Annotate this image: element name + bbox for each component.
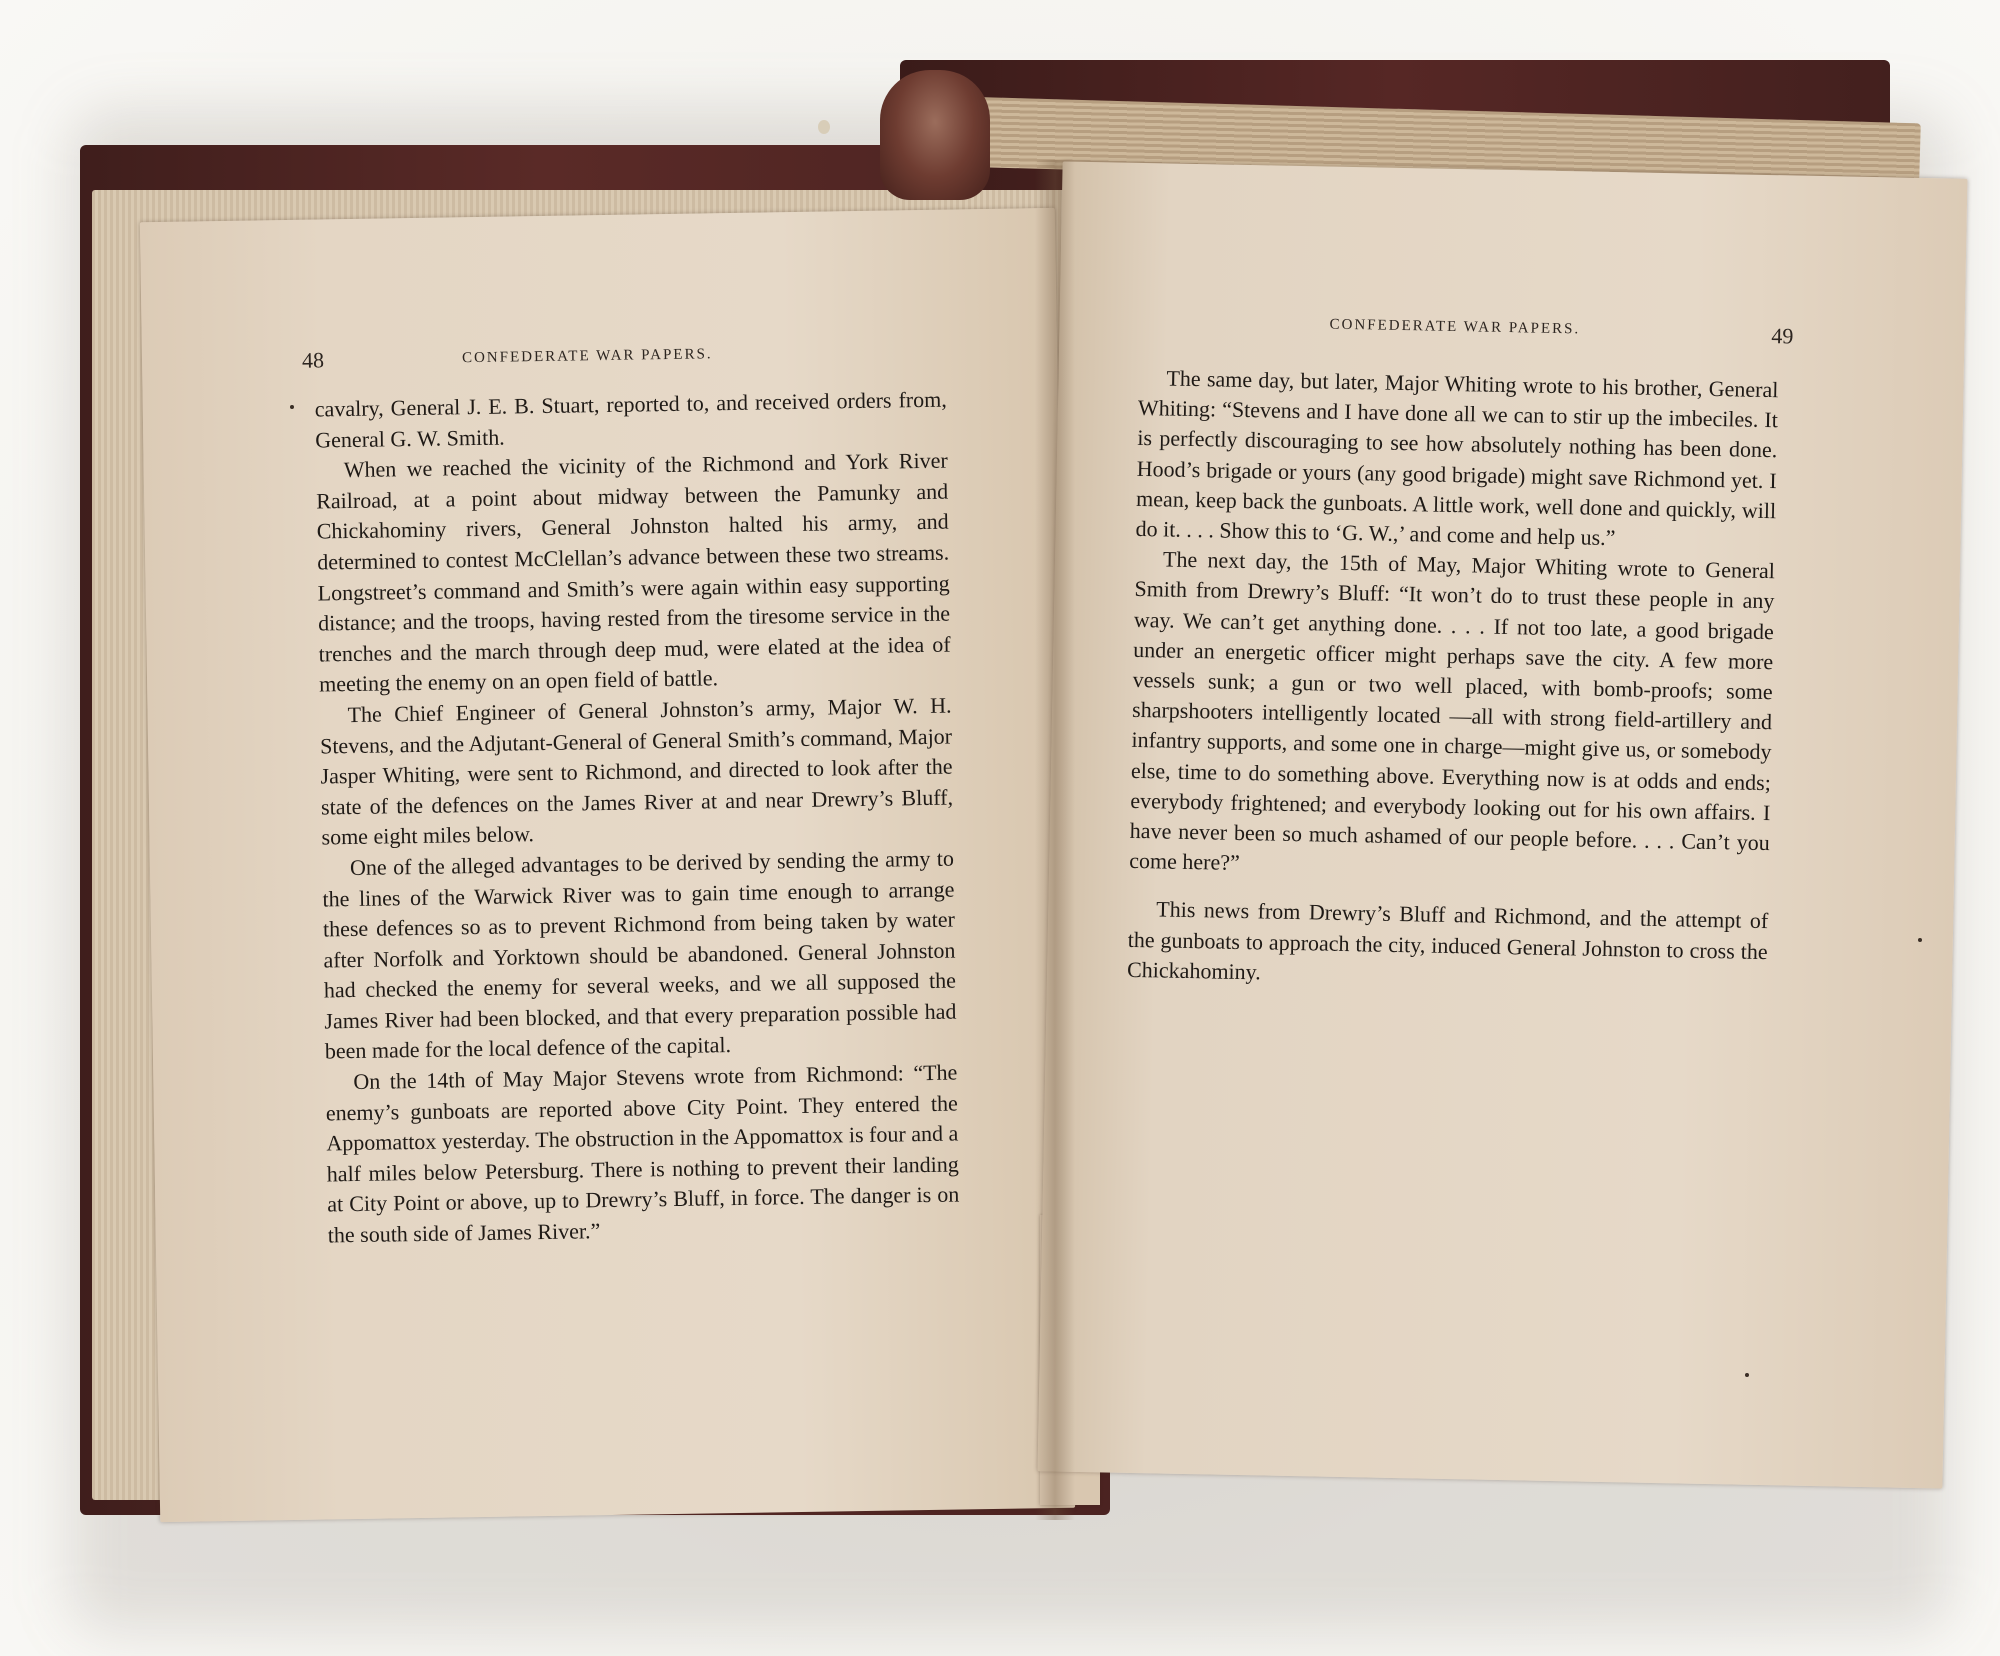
- right-running-head: CONFEDERATE WAR PAPERS.: [1329, 316, 1581, 338]
- right-paragraph: The same day, but later, Major Whiting wrote to his brother, General Whiting: “Stevens and I have done all we can to stir up the imbeciles. It is perfectly discouraging to see how absolutely nothing has been done. Hood’s brigade or yours (any good brigade) might save Richmond yet. I mean, keep back the gunboats. A little work, well done and quickly, will do it. . . . Show this to ‘G. W.,’ and come and help us.”: [1135, 365, 1779, 551]
- right-paragraph: This news from Drewry’s Bluff and Richmond, and the attempt of the gunboats to approach the city, induced General Johnston to cross the Chickahominy.: [1126, 896, 1769, 985]
- left-paragraph: On the 14th of May Major Stevens wrote from Richmond: “The enemy’s gunboats are reported above City Point. They entered the Appomattox yesterday. The obstruction in the Appomattox is four and a half miles below Petersburg. There is nothing to prevent their landing at City Point or above, up to Drewry’s Bluff, in force. The danger is on the south side of James River.”: [325, 1059, 960, 1248]
- book-gutter: [1035, 160, 1075, 1520]
- left-page-number: 48: [301, 347, 325, 373]
- ink-speck: [1745, 1373, 1749, 1377]
- left-paragraph: cavalry, General J. E. B. Stuart, reported to, and received orders from, General G. W. Smith.: [314, 386, 947, 453]
- left-paragraph: The Chief Engineer of General Johnston’s army, Major W. H. Stevens, and the Adjutant-General of General Smith’s command, Major Jasper Whiting, were sent to Richmond, and directed to look after the state of the defences on the James River at and near Drewry’s Bluff, some eight miles below.: [319, 692, 954, 850]
- spine-headband: [880, 70, 990, 200]
- ink-speck: [1918, 938, 1922, 942]
- left-page: [140, 208, 1075, 1522]
- right-paragraph: The next day, the 15th of May, Major Whiting wrote to General Smith from Drewry’s Bluff: “It won’t do to trust these people in any way. We can’t get anything done. . . . If not too late, a good brigade under an energetic officer might perhaps save the city. A few more vessels sunk; a gun or two well placed, with bomb-proofs; some sharpshooters intelligently located —all with strong field-artillery and infantry supports, and some one in charge—might give us, or somebody else, time to do something above. Everything now is at odds and ends; everybody frightened; and everybody looking out for his own affairs. I have never been so much ashamed of our people before. . . . Can’t you come here?”: [1129, 546, 1776, 876]
- left-body-text: [315, 385, 960, 1251]
- ink-speck: [290, 405, 294, 409]
- right-page-number: 49: [1771, 323, 1794, 349]
- paper-fragment: [818, 120, 830, 134]
- left-paragraph: When we reached the vicinity of the Richmond and York River Railroad, at a point about midway between the Pamunky and Chickahominy rivers, General Johnston halted his army, and determined to contest McClellan’s advance between these two streams. Longstreet’s command and Smith’s were again within easy supporting distance; and the troops, having rested from the tiresome service in the trenches and the march through deep mud, were elated at the idea of meeting the enemy on an open field of battle.: [316, 447, 951, 697]
- right-body-text: [1127, 363, 1779, 997]
- right-page: [1038, 161, 1968, 1488]
- left-running-head: CONFEDERATE WAR PAPERS.: [461, 346, 713, 367]
- left-paragraph: One of the alleged advantages to be derived by sending the army to the lines of the Warwick River was to gain time enough to arrange these defences so as to prevent Richmond from being taken by water after Norfolk and Yorktown should be abandoned. General Johnston had checked the enemy for several weeks, and we all supposed the James River had been blocked, and that every preparation possible had been made for the local defence of the capital.: [322, 845, 957, 1064]
